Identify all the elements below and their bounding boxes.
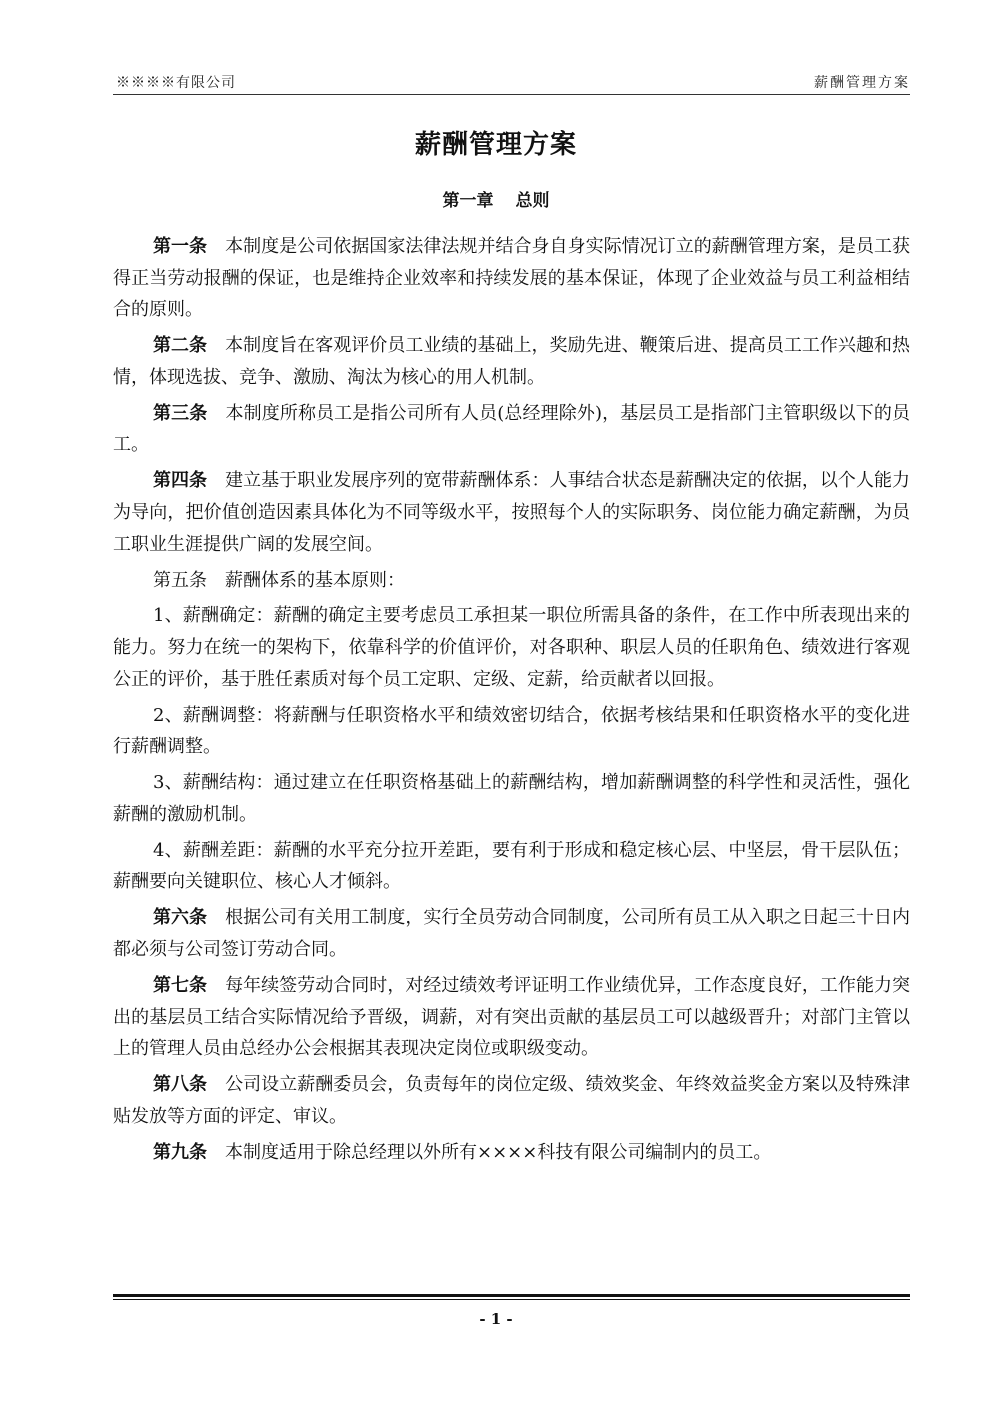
principle-item <box>113 835 910 898</box>
chapter-number: 第一章 <box>442 191 494 211</box>
article-6 <box>113 902 910 965</box>
header-divider <box>113 94 910 95</box>
article-text: 本制度适用于除总经理以外所有××××科技有限公司编制内的员工。 <box>225 1141 772 1163</box>
article-text: 每年续签劳动合同时，对经过绩效考评证明工作业绩优异，工作态度良好，工作能力突出的基层员工结合实际情况给予晋级，调薪，对有突出贡献的基层员工可以越级晋升；对部门主管以上的管理人员由总经办公会根据其表现决定岗位或职级变动。 <box>113 974 911 1060</box>
header-doc-name: 薪酬管理方案 <box>814 75 910 91</box>
article-label: 第二条 <box>153 335 208 357</box>
article-text: 根据公司有关用工制度，实行全员劳动合同制度，公司所有员工从入职之日起三十日内都必须与公司签订劳动合同。 <box>113 907 911 960</box>
article-5 <box>113 565 910 597</box>
article-text: 建立基于职业发展序列的宽带薪酬体系：人事结合状态是薪酬决定的依据，以个人能力为导向，把价值创造因素具体化为不同等级水平，按照每个人的实际职务、岗位能力确定薪酬，为员工职业生涯提供广阔的发展空间。 <box>113 470 911 555</box>
article-8 <box>113 1069 910 1132</box>
header-company: ※※※※有限公司 <box>116 75 236 91</box>
article-label: 第八条 <box>153 1074 208 1096</box>
footer-divider-thin <box>113 1299 910 1300</box>
article-text: 公司设立薪酬委员会，负责每年的岗位定级、绩效奖金、年终效益奖金方案以及特殊津贴发放等方面的评定、审议。 <box>113 1074 911 1127</box>
article-9 <box>113 1137 910 1169</box>
principle-item <box>113 700 910 763</box>
article-label: 第五条 <box>153 569 207 591</box>
principle-text: 2、薪酬调整：将薪酬与任职资格水平和绩效密切结合，依据考核结果和任职资格水平的变化进行薪酬调整。 <box>113 704 910 758</box>
page-number: - 1 - <box>479 1310 513 1328</box>
document-title: 薪酬管理方案 <box>414 130 577 160</box>
article-4 <box>113 465 910 560</box>
principle-text: 3、薪酬结构：通过建立在任职资格基础上的薪酬结构，增加薪酬调整的科学性和灵活性，强化薪酬的激励机制。 <box>113 772 910 825</box>
article-text: 本制度所称员工是指公司所有人员(总经理除外)，基层员工是指部门主管职级以下的员工。 <box>113 402 910 456</box>
article-label: 第七条 <box>153 974 208 996</box>
article-2 <box>113 330 910 393</box>
principle-item <box>113 767 910 830</box>
page-header <box>113 70 910 92</box>
principle-item <box>113 600 910 695</box>
principle-text: 4、薪酬差距：薪酬的水平充分拉开差距，要有利于形成和稳定核心层、中坚层，骨干层队伍；薪酬要向关键职位、核心人才倾斜。 <box>113 839 910 893</box>
footer-divider-thick <box>113 1294 910 1297</box>
chapter-name: 总则 <box>515 191 550 211</box>
article-1 <box>113 231 910 326</box>
article-label: 第四条 <box>153 470 208 492</box>
article-text: 本制度旨在客观评价员工业绩的基础上，奖励先进、鞭策后进、提高员工工作兴趣和热情，体现选拔、竞争、激励、淘汰为核心的用人机制。 <box>113 335 911 388</box>
chapter-heading <box>0 186 992 211</box>
article-label: 第三条 <box>153 402 208 424</box>
principle-text: 1、薪酬确定：薪酬的确定主要考虑员工承担某一职位所需具备的条件，在工作中所表现出来的能力。努力在统一的架构下，依靠科学的价值评价，对各职种、职层人员的任职角色、绩效进行客观公正的评价，基于胜任素质对每个员工定职、定级、定薪，给贡献者以回报。 <box>113 605 910 690</box>
document-body <box>113 231 910 1173</box>
article-text: 本制度是公司依据国家法律法规并结合身自身实际情况订立的薪酬管理方案，是员工获得正当劳动报酬的保证，也是维持企业效率和持续发展的基本保证，体现了企业效益与员工利益相结合的原则。 <box>113 236 911 321</box>
article-text: 薪酬体系的基本原则： <box>225 569 405 591</box>
article-label: 第一条 <box>153 236 208 257</box>
article-label: 第九条 <box>153 1141 207 1163</box>
article-3 <box>113 398 910 461</box>
article-7 <box>113 970 910 1065</box>
article-label: 第六条 <box>153 907 208 929</box>
